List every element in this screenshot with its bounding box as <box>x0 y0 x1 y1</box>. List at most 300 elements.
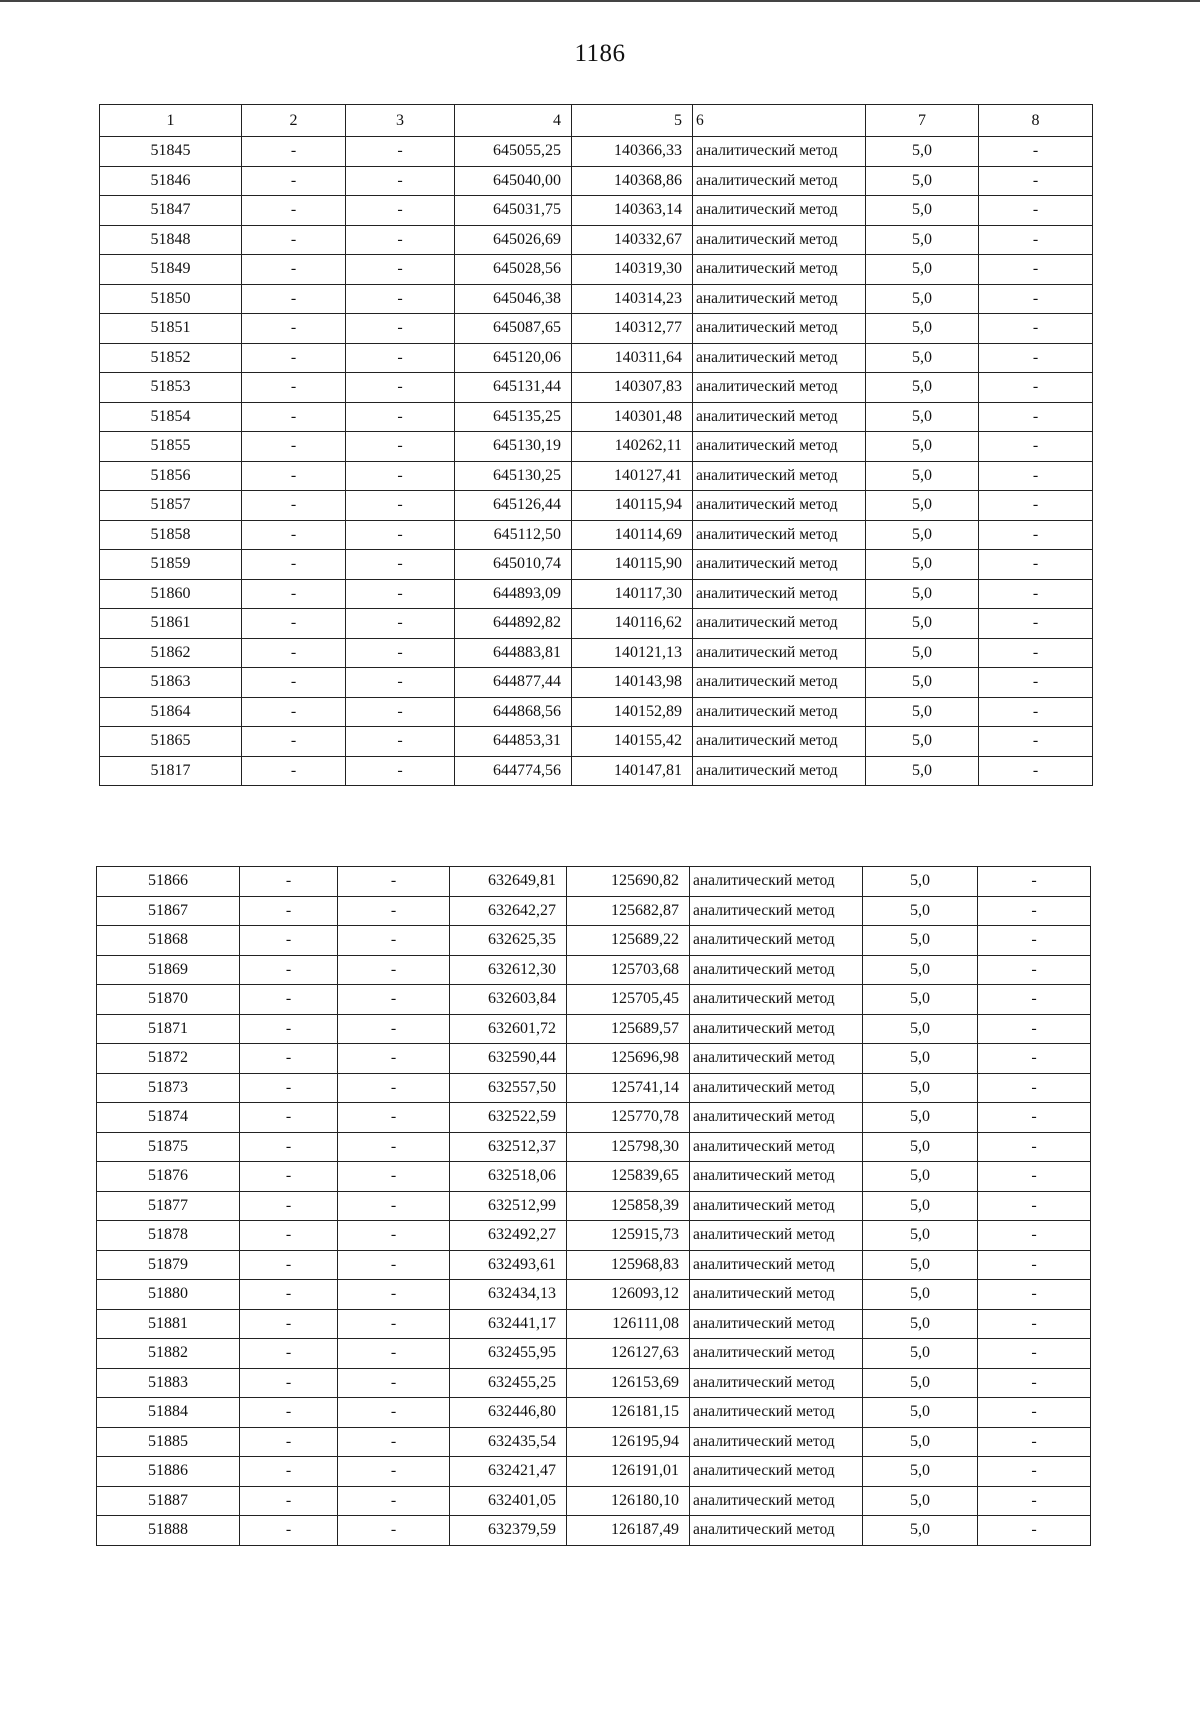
page-number: 1186 <box>574 40 626 67</box>
table-row <box>97 1103 1091 1133</box>
cell-col-8: - <box>978 985 1091 1015</box>
cell-col-1: 51872 <box>97 1044 240 1074</box>
cell-col-5: 5 <box>572 105 693 137</box>
cell-col-3: - <box>338 1162 450 1192</box>
cell-col-3: - <box>346 196 455 226</box>
cell-col-7: 5,0 <box>866 432 979 462</box>
cell-col-4: 632612,30 <box>450 955 567 985</box>
cell-col-5: 126187,49 <box>567 1516 690 1546</box>
cell-col-1: 51870 <box>97 985 240 1015</box>
cell-col-8: - <box>978 1191 1091 1221</box>
cell-col-2: - <box>242 314 346 344</box>
cell-col-7: 5,0 <box>866 402 979 432</box>
cell-col-7: 5,0 <box>863 1457 978 1487</box>
cell-col-1: 51855 <box>100 432 242 462</box>
cell-col-7: 5,0 <box>863 1191 978 1221</box>
cell-col-2: - <box>242 461 346 491</box>
cell-col-4: 644853,31 <box>455 727 572 757</box>
cell-col-7: 5,0 <box>866 727 979 757</box>
cell-col-5: 126153,69 <box>567 1368 690 1398</box>
coordinates-table-top <box>99 104 1093 786</box>
table-row <box>97 1486 1091 1516</box>
table-row <box>100 491 1093 521</box>
cell-col-3: - <box>346 343 455 373</box>
cell-col-8: - <box>978 926 1091 956</box>
cell-col-8: - <box>978 1221 1091 1251</box>
cell-col-2: - <box>240 926 338 956</box>
cell-col-2: - <box>240 1457 338 1487</box>
cell-col-8: - <box>979 491 1093 521</box>
cell-col-5: 126191,01 <box>567 1457 690 1487</box>
cell-col-6: аналитический метод <box>690 955 863 985</box>
cell-col-2: - <box>242 668 346 698</box>
cell-col-3: - <box>346 255 455 285</box>
cell-col-1: 51852 <box>100 343 242 373</box>
cell-col-4: 632512,37 <box>450 1132 567 1162</box>
cell-col-2: - <box>242 520 346 550</box>
cell-col-6: аналитический метод <box>693 137 866 167</box>
cell-col-4: 632642,27 <box>450 896 567 926</box>
cell-col-8: - <box>978 1398 1091 1428</box>
cell-col-7: 5,0 <box>863 985 978 1015</box>
cell-col-8: - <box>978 1073 1091 1103</box>
table-row <box>97 955 1091 985</box>
cell-col-3: - <box>346 609 455 639</box>
table-row <box>100 727 1093 757</box>
cell-col-5: 140311,64 <box>572 343 693 373</box>
cell-col-7: 5,0 <box>863 1398 978 1428</box>
table-row <box>100 697 1093 727</box>
table-row <box>100 166 1093 196</box>
cell-col-2: - <box>240 896 338 926</box>
cell-col-1: 51884 <box>97 1398 240 1428</box>
cell-col-2: - <box>240 1280 338 1310</box>
cell-col-1: 51885 <box>97 1427 240 1457</box>
table-row <box>100 579 1093 609</box>
cell-col-1: 51866 <box>97 867 240 897</box>
cell-col-8: - <box>979 756 1093 786</box>
cell-col-7: 5,0 <box>863 896 978 926</box>
cell-col-5: 140155,42 <box>572 727 693 757</box>
cell-col-1: 51860 <box>100 579 242 609</box>
table-row <box>97 1457 1091 1487</box>
cell-col-5: 125915,73 <box>567 1221 690 1251</box>
cell-col-6: аналитический метод <box>690 1250 863 1280</box>
cell-col-1: 51858 <box>100 520 242 550</box>
cell-col-3: - <box>338 1427 450 1457</box>
cell-col-7: 5,0 <box>866 756 979 786</box>
cell-col-2: - <box>242 196 346 226</box>
cell-col-1: 51859 <box>100 550 242 580</box>
cell-col-2: - <box>242 638 346 668</box>
cell-col-8: - <box>978 1162 1091 1192</box>
cell-col-1: 51817 <box>100 756 242 786</box>
cell-col-6: аналитический метод <box>690 1309 863 1339</box>
table-row <box>100 196 1093 226</box>
cell-col-5: 140147,81 <box>572 756 693 786</box>
cell-col-7: 5,0 <box>866 461 979 491</box>
cell-col-5: 125858,39 <box>567 1191 690 1221</box>
cell-col-8: - <box>979 196 1093 226</box>
cell-col-8: - <box>979 166 1093 196</box>
cell-col-6: аналитический метод <box>693 432 866 462</box>
cell-col-4: 645040,00 <box>455 166 572 196</box>
cell-col-7: 5,0 <box>863 1073 978 1103</box>
cell-col-1: 51846 <box>100 166 242 196</box>
cell-col-2: - <box>240 1162 338 1192</box>
cell-col-7: 5,0 <box>866 314 979 344</box>
cell-col-5: 140143,98 <box>572 668 693 698</box>
cell-col-8: - <box>979 402 1093 432</box>
cell-col-6: аналитический метод <box>693 756 866 786</box>
cell-col-5: 140307,83 <box>572 373 693 403</box>
cell-col-7: 5,0 <box>866 520 979 550</box>
cell-col-2: - <box>242 343 346 373</box>
cell-col-5: 140114,69 <box>572 520 693 550</box>
cell-col-8: - <box>978 1103 1091 1133</box>
cell-col-3: - <box>338 926 450 956</box>
cell-col-6: аналитический метод <box>690 1073 863 1103</box>
cell-col-3: - <box>338 896 450 926</box>
cell-col-8: - <box>979 668 1093 698</box>
table-row <box>100 756 1093 786</box>
cell-col-2: - <box>242 756 346 786</box>
cell-col-8: - <box>979 343 1093 373</box>
table-row <box>100 137 1093 167</box>
cell-col-2: - <box>240 1368 338 1398</box>
cell-col-2: - <box>242 727 346 757</box>
cell-col-3: - <box>338 1103 450 1133</box>
cell-col-3: - <box>346 284 455 314</box>
cell-col-1: 51857 <box>100 491 242 521</box>
cell-col-2: - <box>242 225 346 255</box>
cell-col-4: 632518,06 <box>450 1162 567 1192</box>
cell-col-7: 5,0 <box>863 1044 978 1074</box>
cell-col-7: 5,0 <box>863 1309 978 1339</box>
cell-col-6: аналитический метод <box>693 402 866 432</box>
cell-col-3: - <box>346 727 455 757</box>
table-row <box>97 1044 1091 1074</box>
cell-col-7: 5,0 <box>863 1486 978 1516</box>
cell-col-4: 632441,17 <box>450 1309 567 1339</box>
cell-col-3: - <box>338 955 450 985</box>
cell-col-2: - <box>240 1191 338 1221</box>
table-row <box>97 1250 1091 1280</box>
cell-col-5: 140152,89 <box>572 697 693 727</box>
cell-col-7: 5,0 <box>863 867 978 897</box>
cell-col-6: аналитический метод <box>693 727 866 757</box>
cell-col-3: - <box>338 1221 450 1251</box>
cell-col-5: 140314,23 <box>572 284 693 314</box>
cell-col-4: 645112,50 <box>455 520 572 550</box>
cell-col-4: 632421,47 <box>450 1457 567 1487</box>
cell-col-6: аналитический метод <box>690 1132 863 1162</box>
table-row <box>97 1368 1091 1398</box>
table-row <box>100 314 1093 344</box>
cell-col-3: - <box>338 1398 450 1428</box>
cell-col-5: 125705,45 <box>567 985 690 1015</box>
table-row <box>100 550 1093 580</box>
cell-col-4: 644774,56 <box>455 756 572 786</box>
cell-col-1: 51850 <box>100 284 242 314</box>
cell-col-6: аналитический метод <box>693 166 866 196</box>
cell-col-8: - <box>979 461 1093 491</box>
table-row <box>97 1398 1091 1428</box>
cell-col-2: - <box>240 1132 338 1162</box>
cell-col-7: 5,0 <box>866 550 979 580</box>
cell-col-7: 5,0 <box>863 1132 978 1162</box>
table-row <box>97 1162 1091 1192</box>
cell-col-7: 5,0 <box>866 638 979 668</box>
cell-col-2: - <box>240 1398 338 1428</box>
cell-col-1: 51869 <box>97 955 240 985</box>
cell-col-3: - <box>346 638 455 668</box>
cell-col-7: 5,0 <box>866 255 979 285</box>
cell-col-1: 51886 <box>97 1457 240 1487</box>
cell-col-1: 51876 <box>97 1162 240 1192</box>
cell-col-2: - <box>240 1014 338 1044</box>
cell-col-6: аналитический метод <box>690 1014 863 1044</box>
cell-col-3: - <box>346 461 455 491</box>
cell-col-2: - <box>242 432 346 462</box>
cell-col-1: 51849 <box>100 255 242 285</box>
cell-col-5: 125741,14 <box>567 1073 690 1103</box>
cell-col-1: 51881 <box>97 1309 240 1339</box>
cell-col-4: 632455,95 <box>450 1339 567 1369</box>
cell-col-1: 51877 <box>97 1191 240 1221</box>
cell-col-5: 140127,41 <box>572 461 693 491</box>
cell-col-2: - <box>242 491 346 521</box>
cell-col-3: - <box>346 137 455 167</box>
cell-col-5: 125839,65 <box>567 1162 690 1192</box>
cell-col-3: - <box>338 1280 450 1310</box>
cell-col-4: 632446,80 <box>450 1398 567 1428</box>
cell-col-6: аналитический метод <box>690 1162 863 1192</box>
table-row <box>97 1339 1091 1369</box>
cell-col-6: аналитический метод <box>693 255 866 285</box>
table-row <box>100 432 1093 462</box>
cell-col-2: - <box>242 697 346 727</box>
cell-col-3: - <box>346 756 455 786</box>
cell-col-4: 632401,05 <box>450 1486 567 1516</box>
cell-col-4: 632435,54 <box>450 1427 567 1457</box>
cell-col-8: - <box>979 579 1093 609</box>
cell-col-5: 126093,12 <box>567 1280 690 1310</box>
cell-col-3: - <box>338 985 450 1015</box>
cell-col-2: - <box>242 550 346 580</box>
table-row <box>97 926 1091 956</box>
cell-col-4: 632522,59 <box>450 1103 567 1133</box>
cell-col-4: 644883,81 <box>455 638 572 668</box>
cell-col-1: 51854 <box>100 402 242 432</box>
table-row <box>100 255 1093 285</box>
cell-col-3: - <box>338 1073 450 1103</box>
cell-col-7: 5,0 <box>863 1103 978 1133</box>
cell-col-7: 5,0 <box>866 284 979 314</box>
cell-col-7: 5,0 <box>866 343 979 373</box>
cell-col-3: - <box>346 491 455 521</box>
cell-col-1: 51871 <box>97 1014 240 1044</box>
cell-col-8: - <box>978 1044 1091 1074</box>
cell-col-2: - <box>242 166 346 196</box>
cell-col-8: - <box>978 1132 1091 1162</box>
cell-col-6: аналитический метод <box>690 1398 863 1428</box>
cell-col-5: 140115,94 <box>572 491 693 521</box>
cell-col-4: 632455,25 <box>450 1368 567 1398</box>
cell-col-2: - <box>240 1221 338 1251</box>
cell-col-2: - <box>240 1427 338 1457</box>
cell-col-5: 125689,57 <box>567 1014 690 1044</box>
cell-col-1: 51851 <box>100 314 242 344</box>
cell-col-4: 645010,74 <box>455 550 572 580</box>
cell-col-2: - <box>240 1486 338 1516</box>
cell-col-7: 5,0 <box>866 609 979 639</box>
cell-col-6: аналитический метод <box>690 1044 863 1074</box>
table-row <box>97 1073 1091 1103</box>
cell-col-2: - <box>240 955 338 985</box>
cell-col-2: - <box>242 579 346 609</box>
cell-col-3: - <box>338 867 450 897</box>
cell-col-8: - <box>978 955 1091 985</box>
cell-col-8: - <box>978 1427 1091 1457</box>
cell-col-5: 125682,87 <box>567 896 690 926</box>
cell-col-7: 5,0 <box>863 1280 978 1310</box>
cell-col-6: аналитический метод <box>693 668 866 698</box>
cell-col-7: 5,0 <box>866 137 979 167</box>
cell-col-4: 644892,82 <box>455 609 572 639</box>
cell-col-5: 140363,14 <box>572 196 693 226</box>
cell-col-1: 1 <box>100 105 242 137</box>
cell-col-5: 125690,82 <box>567 867 690 897</box>
cell-col-7: 5,0 <box>863 1516 978 1546</box>
table-row <box>97 1221 1091 1251</box>
cell-col-8: - <box>979 609 1093 639</box>
cell-col-4: 632492,27 <box>450 1221 567 1251</box>
cell-col-8: - <box>979 697 1093 727</box>
cell-col-2: - <box>240 1073 338 1103</box>
cell-col-6: аналитический метод <box>693 550 866 580</box>
cell-col-4: 632434,13 <box>450 1280 567 1310</box>
cell-col-6: аналитический метод <box>690 1280 863 1310</box>
table-row <box>97 1516 1091 1546</box>
cell-col-3: - <box>338 1339 450 1369</box>
cell-col-1: 51868 <box>97 926 240 956</box>
cell-col-5: 140262,11 <box>572 432 693 462</box>
cell-col-4: 645026,69 <box>455 225 572 255</box>
cell-col-4: 645135,25 <box>455 402 572 432</box>
cell-col-3: - <box>338 1309 450 1339</box>
cell-col-6: аналитический метод <box>690 896 863 926</box>
table-row <box>100 638 1093 668</box>
cell-col-8: - <box>979 137 1093 167</box>
cell-col-7: 5,0 <box>866 166 979 196</box>
cell-col-5: 125798,30 <box>567 1132 690 1162</box>
cell-col-6: аналитический метод <box>693 373 866 403</box>
cell-col-4: 645031,75 <box>455 196 572 226</box>
cell-col-1: 51861 <box>100 609 242 639</box>
cell-col-5: 126180,10 <box>567 1486 690 1516</box>
cell-col-6: аналитический метод <box>690 1516 863 1546</box>
cell-col-6: аналитический метод <box>693 697 866 727</box>
cell-col-5: 126111,08 <box>567 1309 690 1339</box>
table-row <box>97 896 1091 926</box>
cell-col-3: - <box>346 314 455 344</box>
cell-col-7: 5,0 <box>863 1427 978 1457</box>
cell-col-8: - <box>978 1368 1091 1398</box>
cell-col-8: - <box>979 520 1093 550</box>
cell-col-5: 140332,67 <box>572 225 693 255</box>
cell-col-7: 5,0 <box>863 1162 978 1192</box>
cell-col-3: - <box>338 1368 450 1398</box>
cell-col-5: 140115,90 <box>572 550 693 580</box>
cell-col-3: - <box>338 1132 450 1162</box>
cell-col-2: - <box>240 1339 338 1369</box>
cell-col-8: - <box>978 1516 1091 1546</box>
cell-col-1: 51879 <box>97 1250 240 1280</box>
cell-col-4: 644868,56 <box>455 697 572 727</box>
cell-col-8: - <box>979 314 1093 344</box>
cell-col-4: 645046,38 <box>455 284 572 314</box>
cell-col-8: - <box>979 550 1093 580</box>
cell-col-1: 51856 <box>100 461 242 491</box>
cell-col-6: аналитический метод <box>693 520 866 550</box>
cell-col-2: - <box>242 284 346 314</box>
cell-col-4: 645120,06 <box>455 343 572 373</box>
cell-col-4: 632649,81 <box>450 867 567 897</box>
cell-col-4: 645055,25 <box>455 137 572 167</box>
cell-col-4: 645028,56 <box>455 255 572 285</box>
cell-col-6: аналитический метод <box>693 609 866 639</box>
cell-col-3: - <box>346 402 455 432</box>
table-row <box>97 1132 1091 1162</box>
cell-col-8: - <box>978 1486 1091 1516</box>
cell-col-3: - <box>338 1250 450 1280</box>
cell-col-1: 51883 <box>97 1368 240 1398</box>
cell-col-6: аналитический метод <box>690 1368 863 1398</box>
cell-col-2: - <box>240 867 338 897</box>
cell-col-1: 51864 <box>100 697 242 727</box>
table-row <box>100 461 1093 491</box>
cell-col-5: 126127,63 <box>567 1339 690 1369</box>
cell-col-8: - <box>979 432 1093 462</box>
cell-col-1: 51847 <box>100 196 242 226</box>
cell-col-5: 126181,15 <box>567 1398 690 1428</box>
cell-col-3: - <box>346 520 455 550</box>
cell-col-6: аналитический метод <box>693 638 866 668</box>
cell-col-3: - <box>346 697 455 727</box>
cell-col-8: 8 <box>979 105 1093 137</box>
cell-col-6: аналитический метод <box>693 284 866 314</box>
cell-col-6: аналитический метод <box>690 1339 863 1369</box>
cell-col-3: - <box>338 1044 450 1074</box>
cell-col-1: 51845 <box>100 137 242 167</box>
cell-col-3: - <box>346 668 455 698</box>
cell-col-3: - <box>346 373 455 403</box>
table-row <box>100 373 1093 403</box>
table-row <box>100 402 1093 432</box>
cell-col-8: - <box>978 1457 1091 1487</box>
cell-col-1: 51853 <box>100 373 242 403</box>
cell-col-4: 644893,09 <box>455 579 572 609</box>
cell-col-8: - <box>979 284 1093 314</box>
cell-col-4: 632493,61 <box>450 1250 567 1280</box>
cell-col-5: 140366,33 <box>572 137 693 167</box>
table-row <box>100 343 1093 373</box>
coordinates-table-bottom <box>96 866 1091 1546</box>
cell-col-2: - <box>242 609 346 639</box>
cell-col-6: аналитический метод <box>690 1103 863 1133</box>
cell-col-4: 645126,44 <box>455 491 572 521</box>
